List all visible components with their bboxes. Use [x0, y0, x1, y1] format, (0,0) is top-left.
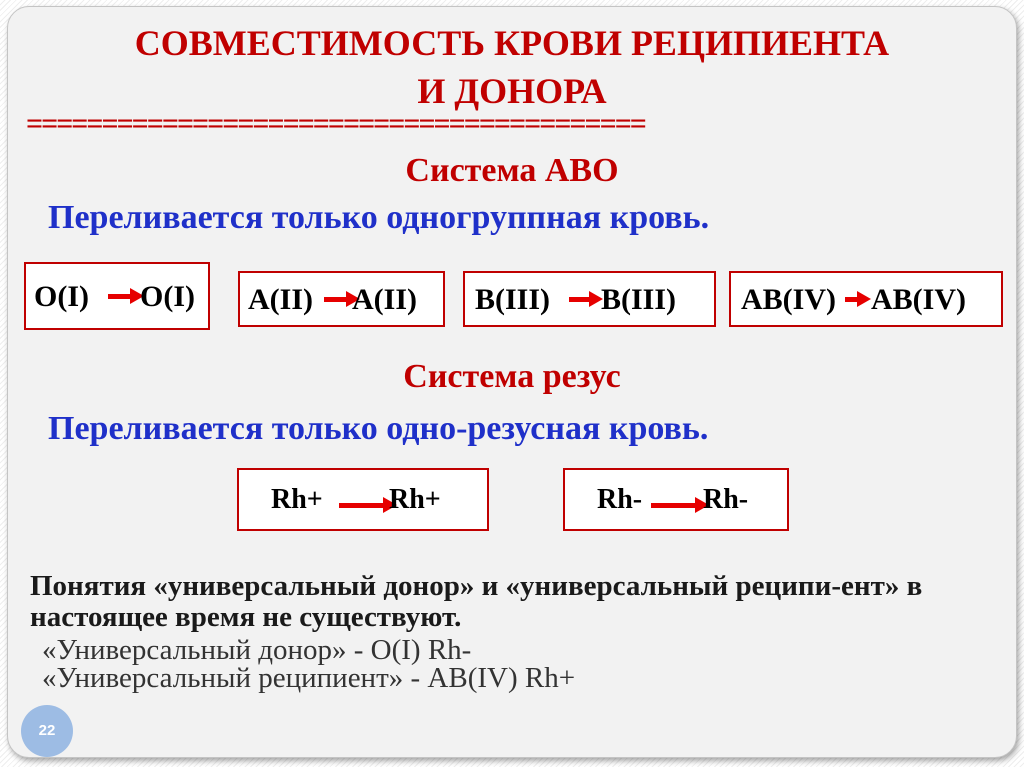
slide-title-line2: И ДОНОРА — [417, 71, 607, 111]
rhesus-box-negative-to: Rh- — [703, 484, 749, 515]
abo-box-o — [24, 262, 210, 330]
arrow-icon — [845, 297, 859, 302]
abo-box-a — [238, 271, 445, 327]
rhesus-box-positive-from: Rh+ — [271, 484, 323, 515]
abo-box-a-to: A(II) — [352, 283, 417, 316]
universal-recipient: «Универсальный реципиент» - AB(IV) Rh+ — [42, 662, 576, 694]
note-text: Понятия «универсальный донор» и «универсальный реципи-ент» в настоящее время не существуют. — [30, 570, 923, 633]
abo-box-ab-from: AB(IV) — [741, 283, 836, 316]
rhesus-box-negative-from: Rh- — [597, 484, 643, 515]
rhesus-box-negative — [563, 468, 789, 531]
slide-title-line1: СОВМЕСТИМОСТЬ КРОВИ РЕЦИПИЕНТА — [134, 23, 890, 63]
abo-box-a-from: A(II) — [248, 283, 313, 316]
arrow-icon — [569, 297, 591, 302]
rhesus-rule: Переливается только одно-резусная кровь. — [48, 410, 709, 447]
abo-box-b-to: B(III) — [601, 283, 677, 316]
arrow-icon — [108, 294, 132, 299]
abo-rule: Переливается только одногруппная кровь. — [48, 199, 710, 236]
arrow-icon — [651, 503, 697, 508]
rhesus-box-positive — [237, 468, 489, 531]
universal-donor: «Универсальный донор» - O(I) Rh- — [42, 634, 472, 666]
slide-card — [7, 6, 1017, 758]
rhesus-heading: Система резус — [403, 358, 621, 395]
abo-box-b-from: B(III) — [475, 283, 551, 316]
rhesus-box-positive-to: Rh+ — [389, 484, 441, 515]
abo-heading: Система АВО — [405, 152, 619, 189]
page-number-badge: 22 — [21, 705, 73, 757]
abo-box-o-to: O(I) — [140, 280, 195, 313]
arrow-icon — [339, 503, 385, 508]
abo-box-ab — [729, 271, 1003, 327]
title-separator: ========================================= — [26, 109, 645, 139]
arrow-icon — [324, 297, 348, 302]
abo-box-o-from: O(I) — [34, 280, 89, 313]
abo-box-b — [463, 271, 716, 327]
abo-box-ab-to: AB(IV) — [871, 283, 966, 316]
